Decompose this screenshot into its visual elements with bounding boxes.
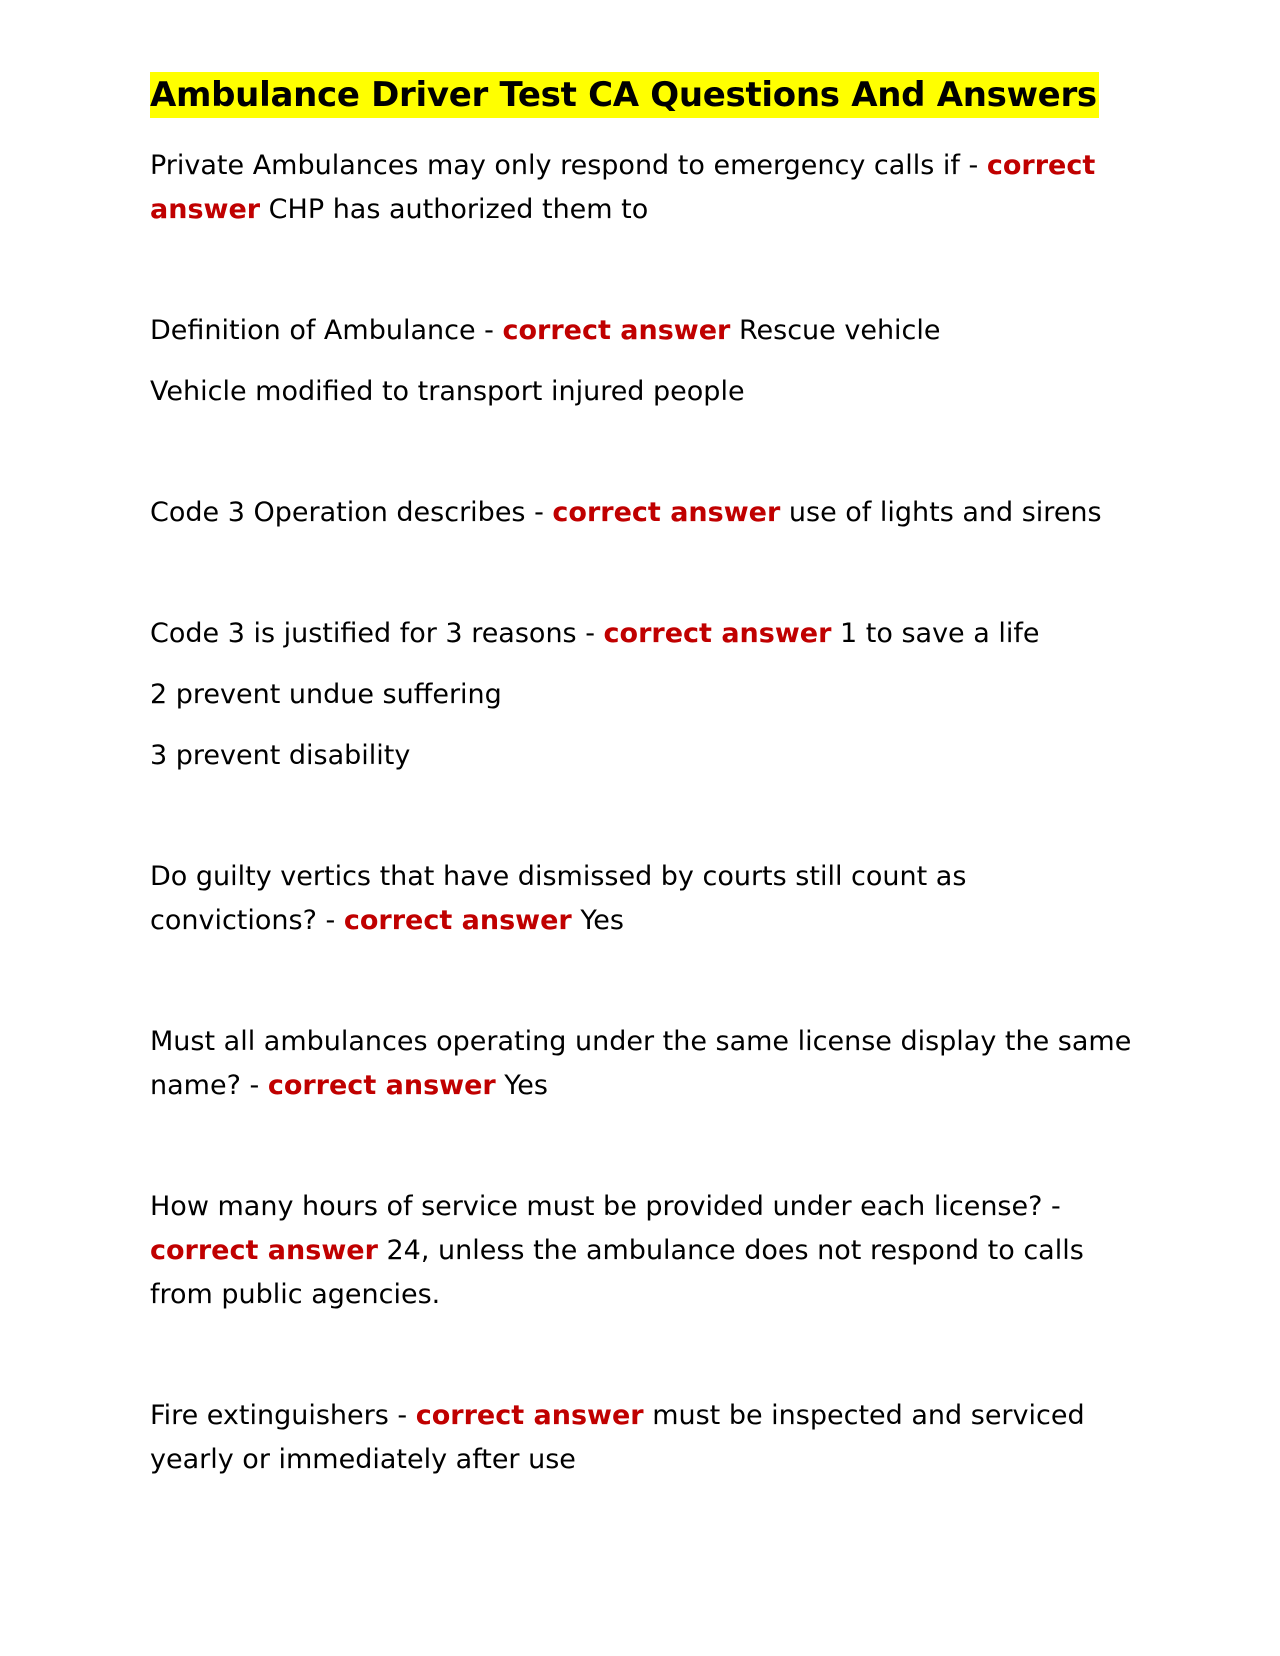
qa-item [150,491,1135,535]
qa-item [150,855,1135,943]
question-text: Must all ambulances operating under the same license display the same name? - [150,1026,1132,1101]
qa-item [150,612,1135,656]
spacer [150,535,1135,612]
answer-continuation: 3 prevent disability [150,740,411,771]
answer-continuation: Vehicle modified to transport injured people [150,376,745,407]
answer-text: 1 to save a life [831,618,1040,649]
answer-text: 24, unless the ambulance does not respond to calls from public agencies. [150,1235,1084,1310]
answer-label: correct answer [415,1400,644,1431]
qa-item [150,144,1135,232]
answer-text: Yes [495,1070,548,1101]
question-text: Code 3 Operation describes - [150,497,553,528]
spacer [150,414,1135,491]
qa-item [150,1185,1135,1317]
answer-label: correct answer [150,1235,378,1266]
spacer [150,717,1135,734]
question-text: How many hours of service must be provided under each license? - [150,1191,1061,1222]
answer-text: Yes [571,905,624,936]
spacer [150,943,1135,1020]
question-text: Definition of Ambulance - [150,315,503,346]
question-text: Private Ambulances may only respond to emergency calls if - [150,150,987,181]
question-text: Do guilty vertics that have dismissed by courts still count as convictions? - [150,861,967,936]
question-text: Code 3 is justified for 3 reasons - [150,618,604,649]
spacer [150,656,1135,673]
answer-label: correct answer [343,905,572,936]
answer-label: correct answer [552,497,781,528]
spacer [150,353,1135,370]
answer-continuation: 2 prevent undue suffering [150,679,502,710]
qa-item [150,1020,1135,1108]
spacer [150,1317,1135,1394]
answer-text: must be inspected and serviced yearly or immediately after use [150,1400,1085,1475]
spacer [150,778,1135,855]
spacer [150,118,1135,144]
answer-text: use of lights and sirens [780,497,1102,528]
spacer [150,1108,1135,1185]
answer-text: Rescue vehicle [730,315,941,346]
answer-label: correct answer [267,1070,496,1101]
qa-item [150,309,1135,353]
question-text: Fire extinguishers - [150,1400,416,1431]
document-page [150,72,1135,1482]
answer-label: correct answer [603,618,832,649]
answer-label: correct answer [502,315,731,346]
spacer [150,232,1135,309]
answer-label: correct answer [150,150,1096,225]
document-title: Ambulance Driver Test CA Questions And Answers [150,72,1099,118]
answer-text: CHP has authorized them to [260,194,649,225]
qa-item [150,1394,1135,1482]
qa-list [150,144,1135,1482]
